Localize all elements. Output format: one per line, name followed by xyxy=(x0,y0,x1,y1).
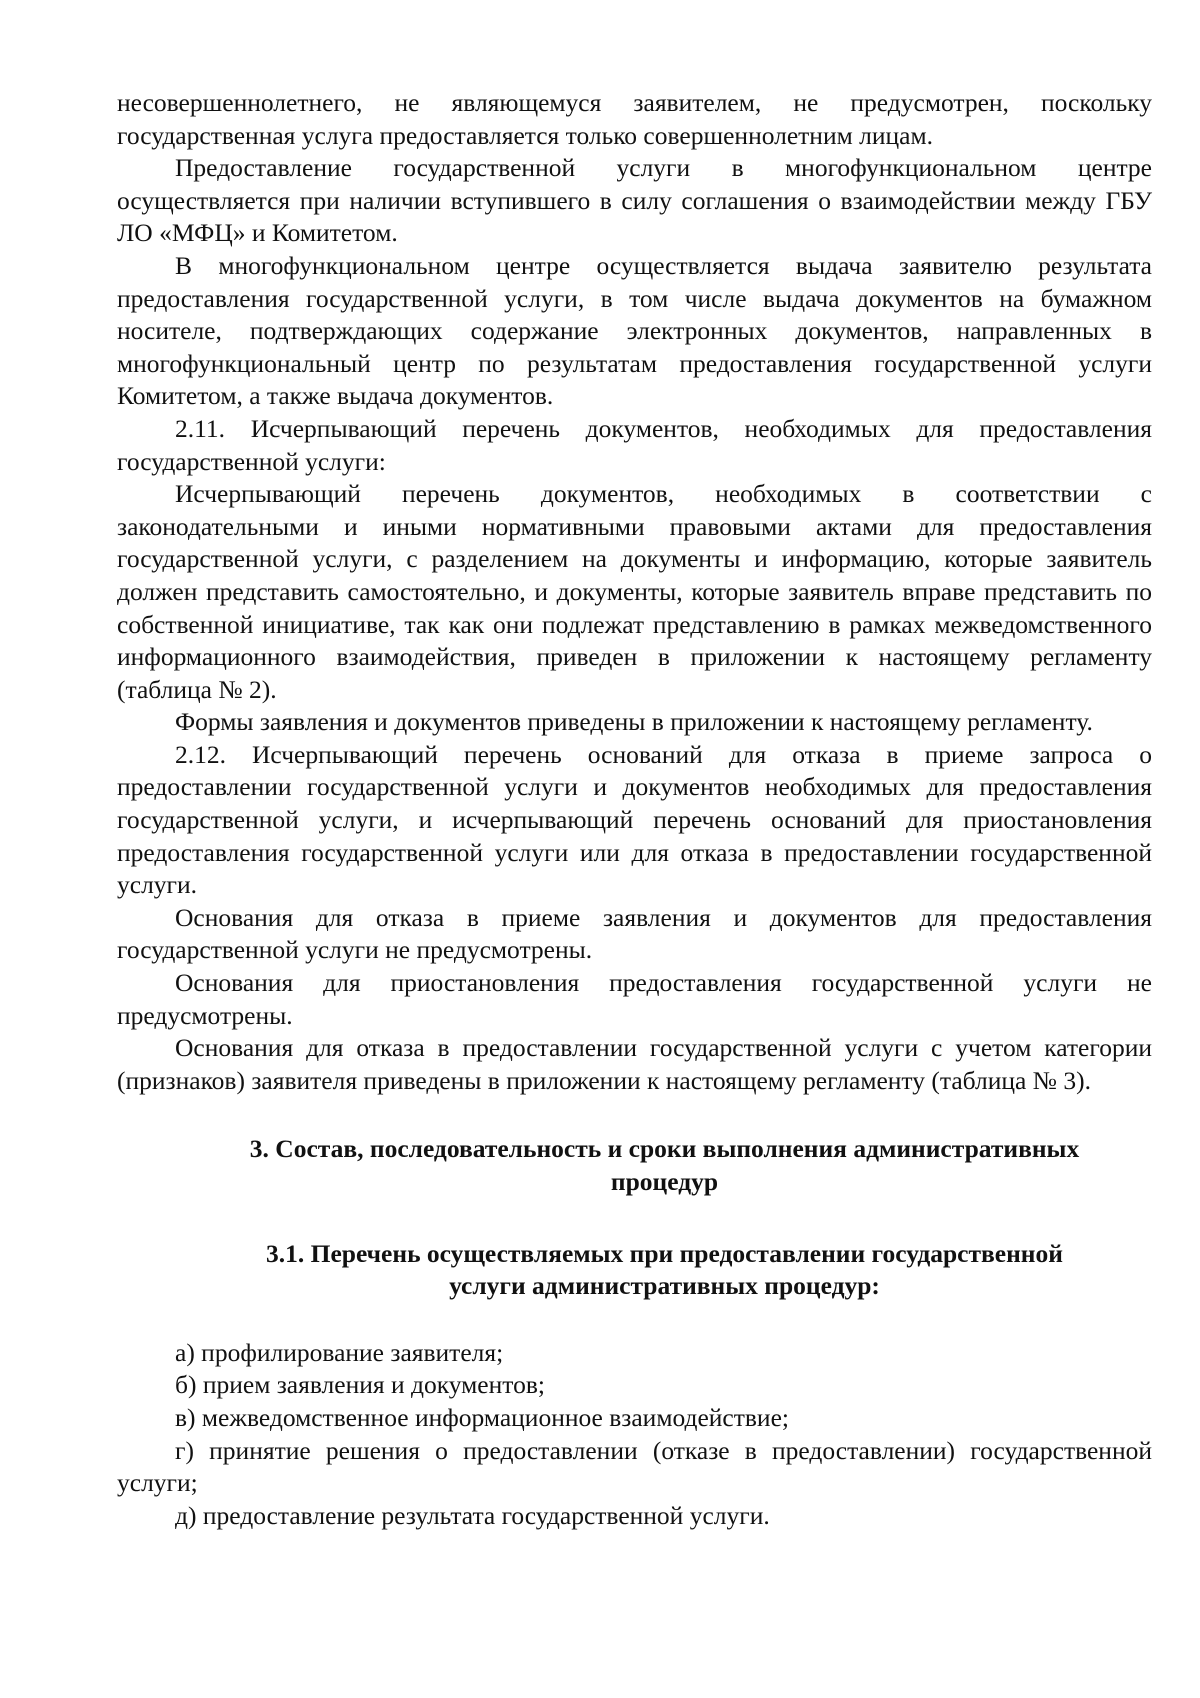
list-item: в) межведомственное информационное взаимодействие; xyxy=(175,1402,789,1432)
list-item: а) профилирование заявителя; xyxy=(175,1337,504,1367)
list-item: д) предоставление результата государственной услуги. xyxy=(175,1500,770,1530)
document-page xyxy=(117,87,1152,1532)
paragraph-mfc-agreement: Предоставление государственной услуги в многофункциональном центре осуществляется при наличии вступившего в силу соглашения о взаимодействии между ГБУ ЛО «МФЦ» и Комитетом. xyxy=(117,153,1152,248)
section-3-heading-line-1: 3. Состав, последовательность и сроки выполнения административных xyxy=(249,1134,1080,1164)
paragraph-mfc-result-issue: В многофункциональном центре осуществляется выдача заявителю результата предоставления государственной услуги, в том числе выдача документов на бумажном носителе, подтверждающих содержание электронных документов, направленных в многофункциональный центр по результатам предоставления государственной услуги Комитетом, а также выдача документов. xyxy=(117,250,1152,411)
paragraph-documents-list: Исчерпывающий перечень документов, необходимых в соответствии с законодательными и иными нормативными правовыми актами для предоставления государственной услуги, с разделением на документы и информацию, которые заявитель должен представить самостоятельно, и документы, которые заявитель вправе представить по собственной инициативе, так как они подлежат представлению в рамках межведомственного информационного взаимодействия, приведен в приложении к настоящему регламенту (таблица № 2). xyxy=(117,479,1152,704)
procedures-list xyxy=(117,1337,1152,1533)
paragraph-suspension: Основания для приостановления предоставления государственной услуги не предусмотрены. xyxy=(117,968,1152,1030)
paragraph-minor-representative: несовершеннолетнего, не являющемуся заявителем, не предусмотрен, поскольку государственная услуга предоставляется только совершеннолетним лицам. xyxy=(117,88,1152,150)
section-3-1-heading-line-1: 3.1. Перечень осуществляемых при предоставлении государственной xyxy=(266,1238,1063,1268)
section-3-heading xyxy=(117,1133,1152,1198)
list-item: г) принятие решения о предоставлении (отказе в предоставлении) государственной услуги; xyxy=(117,1435,1152,1498)
section-3-heading-line-2: процедур xyxy=(610,1167,719,1196)
section-3-1-heading-line-2: услуги административных процедур: xyxy=(449,1271,880,1301)
paragraph-2-12-heading: 2.12. Исчерпывающий перечень оснований для отказа в приеме запроса о предоставлении государственной услуги и документов необходимых для предоставления государственной услуги, и исчерпывающий перечень оснований для приостановления предоставления государственной услуги или для отказа в предоставлении государственной услуги. xyxy=(117,739,1152,900)
section-3-1-heading xyxy=(117,1238,1152,1303)
paragraph-2-11-heading: 2.11. Исчерпывающий перечень документов, необходимых для предоставления государственной услуги: xyxy=(117,413,1152,476)
paragraph-refusal-reception: Основания для отказа в приеме заявления и документов для предоставления государственной услуги не предусмотрены. xyxy=(117,902,1152,965)
list-item: б) прием заявления и документов; xyxy=(175,1370,545,1400)
paragraph-refusal-provision: Основания для отказа в предоставлении государственной услуги с учетом категории (признаков) заявителя приведены в приложении к настоящему регламенту (таблица № 3). xyxy=(117,1033,1152,1095)
paragraph-forms: Формы заявления и документов приведены в приложении к настоящему регламенту. xyxy=(175,707,1093,737)
